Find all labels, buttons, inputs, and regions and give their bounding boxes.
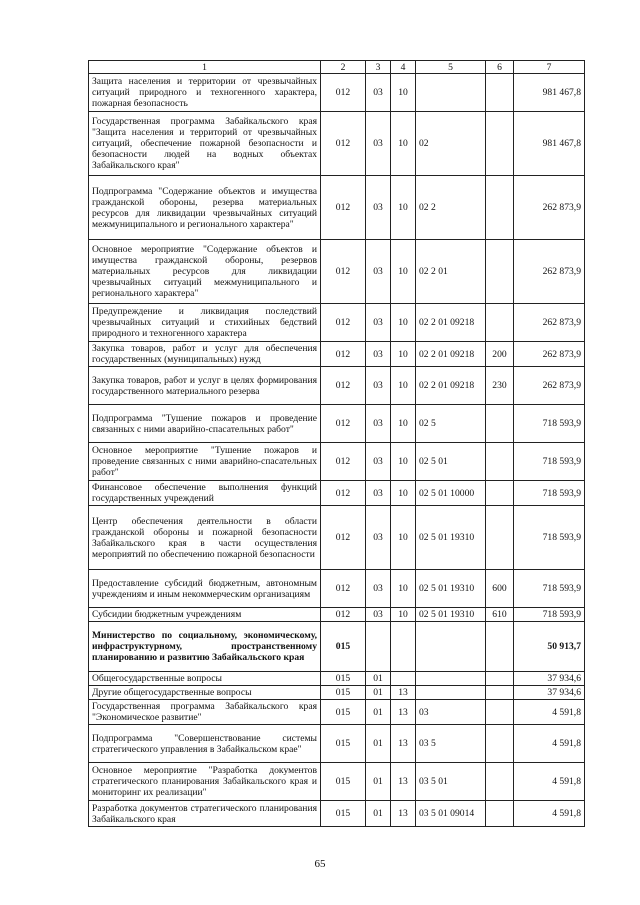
row-subsection-cell: 13 (391, 801, 416, 827)
row-target-cell: 02 5 01 10000 (416, 481, 486, 506)
table-row (89, 763, 585, 801)
row-amount-cell: 4 591,8 (514, 763, 585, 801)
row-subsection-cell: 10 (391, 608, 416, 622)
row-expense-type-cell (486, 672, 514, 686)
row-expense-type-cell (486, 405, 514, 443)
row-subsection-cell: 10 (391, 481, 416, 506)
row-subsection-cell: 10 (391, 506, 416, 570)
row-subsection-cell: 10 (391, 112, 416, 176)
row-name-cell: Финансовое обеспечение выполнения функций государственных учреждений (89, 481, 321, 506)
row-name-cell: Общегосударственные вопросы (89, 672, 321, 686)
row-code-cell: 012 (321, 481, 366, 506)
table-header-row (89, 61, 585, 74)
row-expense-type-cell (486, 700, 514, 725)
row-section-cell: 03 (366, 74, 391, 112)
row-target-cell: 02 5 01 19310 (416, 506, 486, 570)
row-expense-type-cell: 600 (486, 570, 514, 608)
row-section-cell: 03 (366, 240, 391, 304)
table-row (89, 686, 585, 700)
row-name-cell: Предоставление субсидий бюджетным, автономным учреждениям и иным некоммерческим организациям (89, 570, 321, 608)
row-amount-cell: 981 467,8 (514, 74, 585, 112)
row-section-cell: 03 (366, 112, 391, 176)
row-section-cell: 03 (366, 304, 391, 342)
row-code-cell: 012 (321, 443, 366, 481)
row-subsection-cell (391, 672, 416, 686)
header-cell: 3 (366, 61, 391, 74)
row-subsection-cell: 10 (391, 74, 416, 112)
table-row (89, 672, 585, 686)
row-expense-type-cell (486, 725, 514, 763)
row-subsection-cell: 13 (391, 686, 416, 700)
row-name-cell: Основное мероприятие "Тушение пожаров и проведение связанных с ними аварийно-спасательных работ" (89, 443, 321, 481)
row-code-cell: 015 (321, 763, 366, 801)
row-expense-type-cell (486, 176, 514, 240)
row-amount-cell: 262 873,9 (514, 240, 585, 304)
row-name-cell: Центр обеспечения деятельности в области гражданской обороны и пожарной безопасности Забайкальского края в части осуществления мероприятий по обеспечению пожарной безопасности (89, 506, 321, 570)
row-code-cell: 015 (321, 700, 366, 725)
row-name-cell: Другие общегосударственные вопросы (89, 686, 321, 700)
row-section-cell: 03 (366, 443, 391, 481)
row-subsection-cell: 10 (391, 176, 416, 240)
row-target-cell: 02 2 01 (416, 240, 486, 304)
row-code-cell: 012 (321, 342, 366, 367)
row-code-cell: 012 (321, 112, 366, 176)
row-amount-cell: 262 873,9 (514, 176, 585, 240)
row-target-cell: 02 (416, 112, 486, 176)
row-subsection-cell: 10 (391, 443, 416, 481)
row-expense-type-cell (486, 240, 514, 304)
row-target-cell: 02 2 01 09218 (416, 342, 486, 367)
row-code-cell: 012 (321, 74, 366, 112)
row-target-cell (416, 686, 486, 700)
row-section-cell: 01 (366, 725, 391, 763)
row-code-cell: 015 (321, 622, 366, 672)
row-expense-type-cell: 610 (486, 608, 514, 622)
row-code-cell: 012 (321, 405, 366, 443)
row-subsection-cell (391, 622, 416, 672)
row-code-cell: 012 (321, 506, 366, 570)
header-cell: 4 (391, 61, 416, 74)
row-code-cell: 012 (321, 570, 366, 608)
row-target-cell: 02 2 01 09218 (416, 367, 486, 405)
row-section-cell: 03 (366, 176, 391, 240)
row-name-cell: Подпрограмма "Содержание объектов и имущества гражданской обороны, резерва материальных ресурсов для ликвидации чрезвычайных ситуаций межмуниципального и регионального характера" (89, 176, 321, 240)
row-amount-cell: 4 591,8 (514, 801, 585, 827)
row-code-cell: 015 (321, 725, 366, 763)
row-target-cell (416, 74, 486, 112)
row-amount-cell: 37 934,6 (514, 672, 585, 686)
row-target-cell: 03 5 (416, 725, 486, 763)
row-subsection-cell: 10 (391, 405, 416, 443)
row-subsection-cell: 10 (391, 570, 416, 608)
row-target-cell: 02 5 (416, 405, 486, 443)
row-target-cell (416, 672, 486, 686)
header-cell: 2 (321, 61, 366, 74)
row-name-cell: Закупка товаров, работ и услуг для обеспечения государственных (муниципальных) нужд (89, 342, 321, 367)
row-amount-cell: 50 913,7 (514, 622, 585, 672)
row-section-cell: 03 (366, 367, 391, 405)
row-code-cell: 012 (321, 608, 366, 622)
table-row (89, 700, 585, 725)
table-row (89, 443, 585, 481)
row-target-cell (416, 622, 486, 672)
row-expense-type-cell (486, 74, 514, 112)
row-name-cell: Государственная программа Забайкальского края "Экономическое развитие" (89, 700, 321, 725)
table-row (89, 240, 585, 304)
row-subsection-cell: 13 (391, 763, 416, 801)
row-expense-type-cell (486, 304, 514, 342)
table-row (89, 74, 585, 112)
header-cell: 6 (486, 61, 514, 74)
row-target-cell: 03 5 01 (416, 763, 486, 801)
table-row (89, 801, 585, 827)
table-row (89, 622, 585, 672)
row-subsection-cell: 10 (391, 304, 416, 342)
row-amount-cell: 718 593,9 (514, 443, 585, 481)
row-name-cell: Основное мероприятие "Разработка документов стратегического планирования Забайкальского края и мониторинг их реализации" (89, 763, 321, 801)
row-amount-cell: 37 934,6 (514, 686, 585, 700)
row-name-cell: Защита населения и территории от чрезвычайных ситуаций природного и техногенного характера, пожарная безопасность (89, 74, 321, 112)
row-section-cell: 03 (366, 506, 391, 570)
row-section-cell: 03 (366, 342, 391, 367)
row-name-cell: Министерство по социальному, экономическому, инфраструктурному, пространственному планированию и развитию Забайкальского края (89, 622, 321, 672)
row-expense-type-cell (486, 481, 514, 506)
table-row (89, 112, 585, 176)
table-row (89, 342, 585, 367)
table-row (89, 506, 585, 570)
row-section-cell: 01 (366, 763, 391, 801)
row-target-cell: 02 5 01 (416, 443, 486, 481)
row-target-cell: 02 2 (416, 176, 486, 240)
row-name-cell: Подпрограмма "Тушение пожаров и проведение связанных с ними аварийно-спасательных работ" (89, 405, 321, 443)
table-row (89, 481, 585, 506)
row-name-cell: Разработка документов стратегического планирования Забайкальского края (89, 801, 321, 827)
table-row (89, 304, 585, 342)
row-subsection-cell: 13 (391, 725, 416, 763)
row-amount-cell: 718 593,9 (514, 570, 585, 608)
row-section-cell (366, 622, 391, 672)
row-code-cell: 012 (321, 367, 366, 405)
row-section-cell: 03 (366, 405, 391, 443)
row-section-cell: 01 (366, 686, 391, 700)
row-section-cell: 01 (366, 801, 391, 827)
row-expense-type-cell (486, 622, 514, 672)
row-section-cell: 01 (366, 700, 391, 725)
row-expense-type-cell: 230 (486, 367, 514, 405)
row-code-cell: 012 (321, 304, 366, 342)
row-code-cell: 012 (321, 240, 366, 304)
row-code-cell: 012 (321, 176, 366, 240)
header-cell: 7 (514, 61, 585, 74)
row-name-cell: Государственная программа Забайкальского края "Защита населения и территорий от чрезвычайных ситуаций, обеспечение пожарной безопасности и безопасности людей на водных объектах Забайкальского края" (89, 112, 321, 176)
row-target-cell: 02 5 01 19310 (416, 570, 486, 608)
row-code-cell: 015 (321, 686, 366, 700)
row-section-cell: 03 (366, 481, 391, 506)
row-name-cell: Субсидии бюджетным учреждениям (89, 608, 321, 622)
table-row (89, 176, 585, 240)
row-subsection-cell: 10 (391, 367, 416, 405)
page-number: 65 (314, 858, 326, 870)
row-target-cell: 03 5 01 09014 (416, 801, 486, 827)
row-name-cell: Предупреждение и ликвидация последствий чрезвычайных ситуаций и стихийных бедствий природного и техногенного характера (89, 304, 321, 342)
table-row (89, 367, 585, 405)
table-row (89, 725, 585, 763)
row-amount-cell: 4 591,8 (514, 725, 585, 763)
row-expense-type-cell (486, 686, 514, 700)
row-amount-cell: 262 873,9 (514, 342, 585, 367)
row-section-cell: 01 (366, 672, 391, 686)
row-amount-cell: 262 873,9 (514, 304, 585, 342)
table-row (89, 405, 585, 443)
row-amount-cell: 262 873,9 (514, 367, 585, 405)
row-amount-cell: 718 593,9 (514, 506, 585, 570)
header-cell: 1 (89, 61, 321, 74)
row-name-cell: Подпрограмма "Совершенствование системы стратегического управления в Забайкальском крае" (89, 725, 321, 763)
row-amount-cell: 4 591,8 (514, 700, 585, 725)
row-subsection-cell: 10 (391, 342, 416, 367)
row-amount-cell: 718 593,9 (514, 481, 585, 506)
row-subsection-cell: 10 (391, 240, 416, 304)
row-target-cell: 03 (416, 700, 486, 725)
row-expense-type-cell (486, 801, 514, 827)
row-name-cell: Основное мероприятие "Содержание объектов и имущества гражданской обороны, резервов материальных ресурсов для ликвидации чрезвычайных ситуаций межмуниципального и регионального характера" (89, 240, 321, 304)
row-subsection-cell: 13 (391, 700, 416, 725)
table-row (89, 608, 585, 622)
row-target-cell: 02 5 01 19310 (416, 608, 486, 622)
row-expense-type-cell (486, 443, 514, 481)
row-section-cell: 03 (366, 570, 391, 608)
row-amount-cell: 718 593,9 (514, 405, 585, 443)
row-target-cell: 02 2 01 09218 (416, 304, 486, 342)
table-body (89, 61, 585, 827)
header-cell: 5 (416, 61, 486, 74)
row-expense-type-cell (486, 763, 514, 801)
row-expense-type-cell (486, 112, 514, 176)
budget-table (88, 60, 585, 827)
row-name-cell: Закупка товаров, работ и услуг в целях формирования государственного материального резерва (89, 367, 321, 405)
row-code-cell: 015 (321, 801, 366, 827)
row-section-cell: 03 (366, 608, 391, 622)
row-amount-cell: 981 467,8 (514, 112, 585, 176)
row-expense-type-cell (486, 506, 514, 570)
row-expense-type-cell: 200 (486, 342, 514, 367)
row-code-cell: 015 (321, 672, 366, 686)
table-row (89, 570, 585, 608)
row-amount-cell: 718 593,9 (514, 608, 585, 622)
